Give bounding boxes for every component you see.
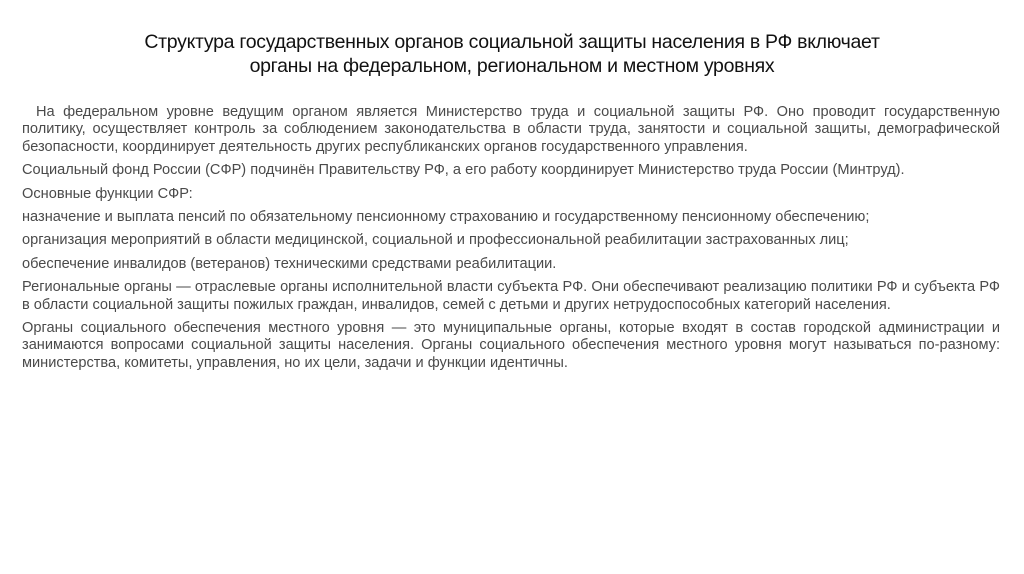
paragraph-sfr-function-rehabilitation: организация мероприятий в области медицинской, социальной и профессиональной реабилитации застрахованных лиц; — [22, 232, 849, 249]
paragraph-sfr-subordination: Социальный фонд России (СФР) подчинён Правительству РФ, а его работу координирует Министерство труда России (Минтруд). — [22, 162, 905, 179]
slide-title — [80, 30, 944, 78]
slide-title-line-2: органы на федеральном, региональном и местном уровнях — [249, 55, 775, 77]
slide-body — [22, 104, 1000, 378]
paragraph-local-level: Органы социального обеспечения местного уровня — это муниципальные органы, которые входят в состав городской администрации и занимаются вопросами социальной защиты населения. Органы социального обеспечения местного уровня могут называться по-разному: министерства, комитеты, управления, но их цели, задачи и функции идентичны. — [22, 320, 1000, 371]
paragraph-sfr-functions-heading: Основные функции СФР: — [22, 185, 193, 202]
paragraph-sfr-function-technical-means: обеспечение инвалидов (ветеранов) техническими средствами реабилитации. — [22, 255, 557, 272]
paragraph-federal-level: На федеральном уровне ведущим органом является Министерство труда и социальной защиты РФ. Оно проводит государственную политику, осуществляет контроль за соблюдением законодательства в области труда, занятости и социальной защиты, демографической безопасности, координирует деятельность других республиканских органов государственного управления. — [22, 104, 1000, 155]
slide-title-line-1: Структура государственных органов социальной защиты населения в РФ включает — [144, 31, 880, 53]
paragraph-regional-level: Региональные органы — отраслевые органы исполнительной власти субъекта РФ. Они обеспечивают реализацию политики РФ и субъекта РФ в области социальной защиты пожилых граждан, инвалидов, семей с детьми и других нетрудоспособных категорий населения. — [22, 279, 1000, 313]
paragraph-sfr-function-pensions: назначение и выплата пенсий по обязательному пенсионному страхованию и государственному пенсионному обеспечению; — [22, 209, 870, 226]
